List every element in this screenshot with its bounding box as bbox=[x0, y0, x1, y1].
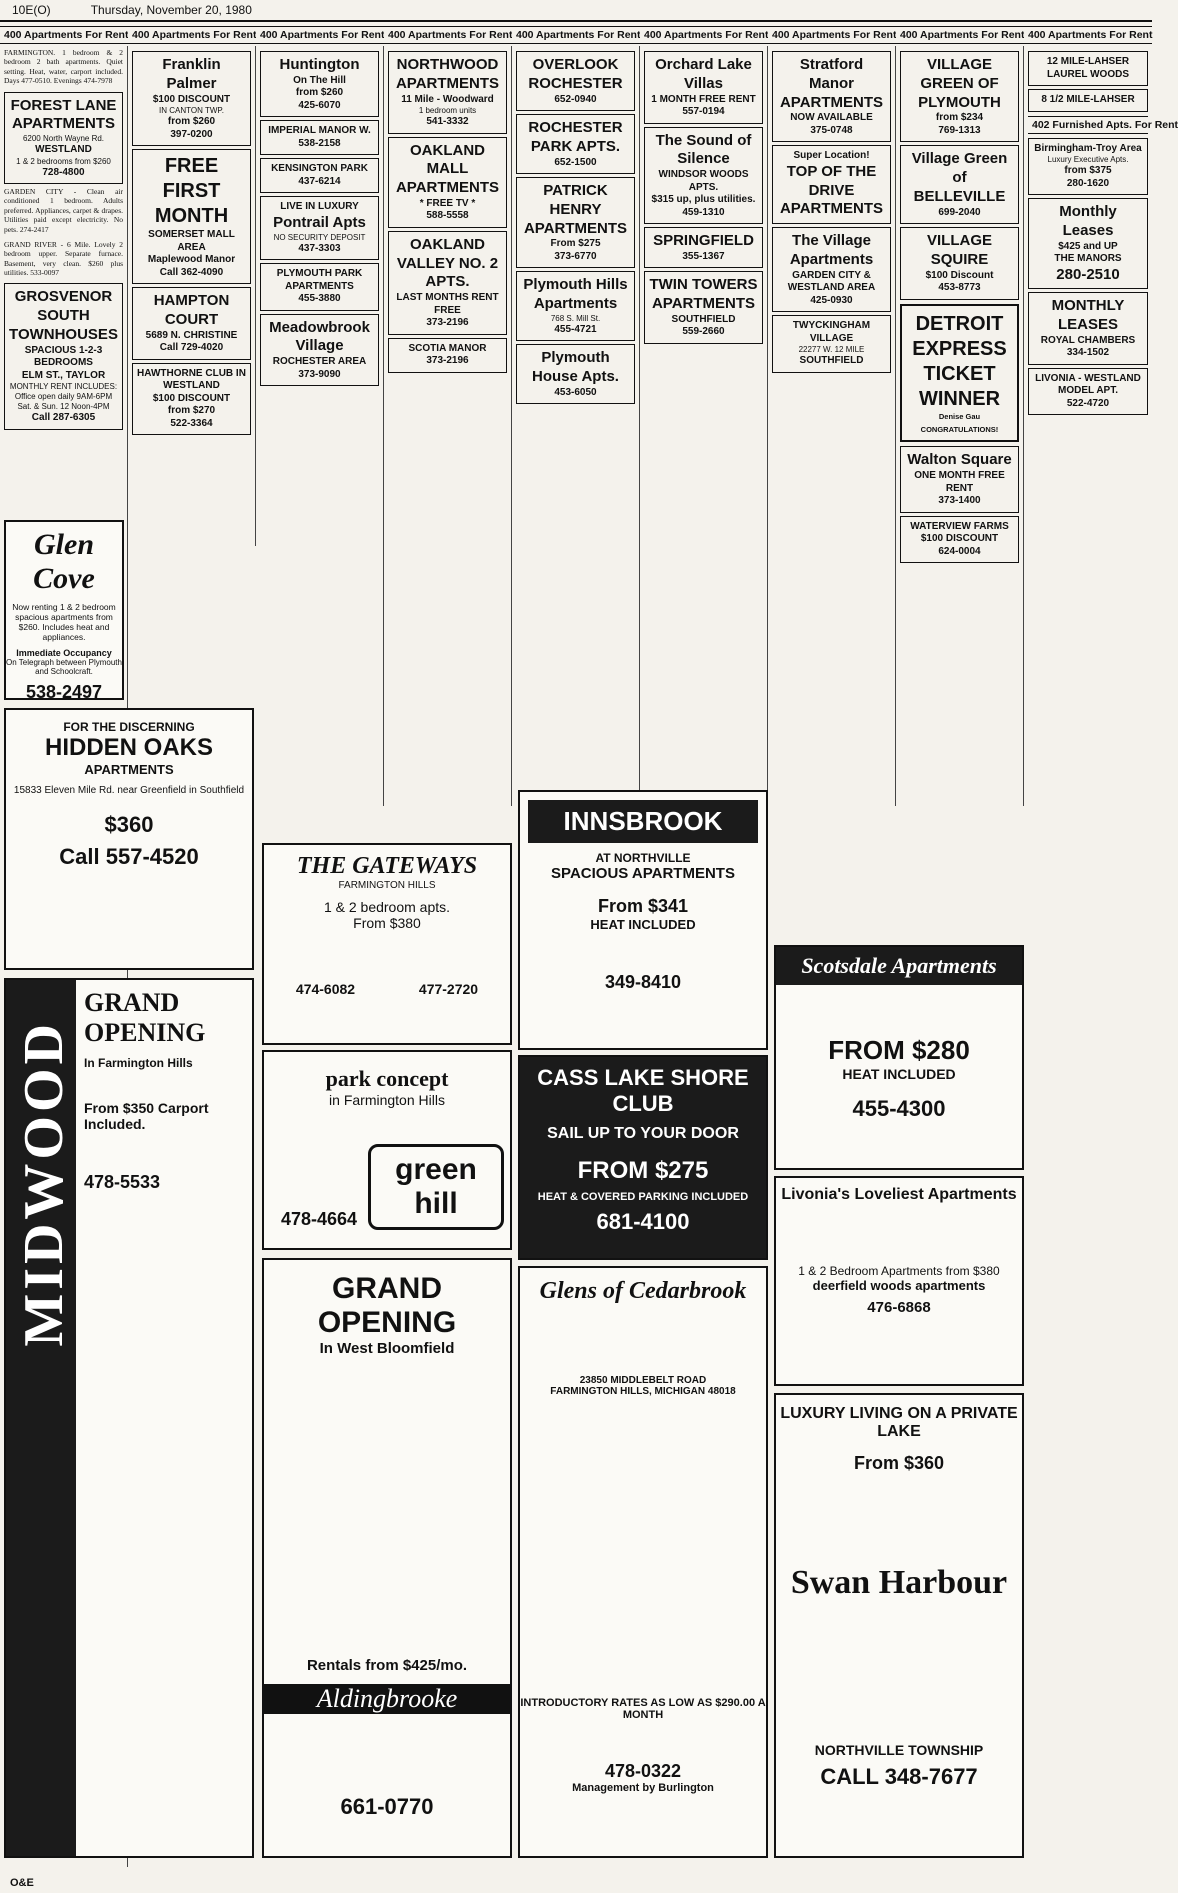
monthly-leases-ad: Monthly Leases $425 and UP THE MANORS 280-2510 bbox=[1028, 198, 1148, 289]
classified-ad: GARDEN CITY - Clean air conditioned 1 bedroom. Adults preferred. Appliances, carpet & drapes. Utilities paid except electricity. No pets. 274-2417 bbox=[4, 187, 123, 234]
section-header: 400 Apartments For Rent bbox=[128, 26, 256, 44]
section-header: 400 Apartments For Rent bbox=[768, 26, 896, 44]
section-header: 400 Apartments For Rent bbox=[640, 26, 768, 44]
footer-mark: O&E bbox=[10, 1877, 34, 1889]
gateways-phone-1: 474-6082 bbox=[295, 981, 356, 997]
section-header: 400 Apartments For Rent bbox=[1024, 26, 1152, 44]
the-village-ad: The Village Apartments GARDEN CITY & WESTLAND AREA 425-0930 bbox=[772, 227, 891, 312]
gateways-ad: THE GATEWAYS FARMINGTON HILLS 1 & 2 bedroom apts. From $380 474-6082 477-2720 bbox=[262, 843, 512, 1045]
top-of-drive-ad: Super Location! TOP OF THE DRIVE APARTMENTS bbox=[772, 145, 891, 224]
twyckingham-ad: TWYCKINGHAM VILLAGE 22277 W. 12 MILE SOUTHFIELD bbox=[772, 315, 891, 373]
midwood-vertical-banner: MIDWOOD bbox=[6, 980, 76, 1856]
column-5 bbox=[512, 46, 640, 806]
page-number: 10E(O) bbox=[12, 3, 51, 17]
column-4 bbox=[384, 46, 512, 806]
column-6 bbox=[640, 46, 768, 806]
innsbrook-ad: INNSBROOK AT NORTHVILLE SPACIOUS APARTMENTS From $341 HEAT INCLUDED 349-8410 bbox=[518, 790, 768, 1050]
swan-harbour-ad: LUXURY LIVING ON A PRIVATE LAKE From $360 Swan Harbour NORTHVILLE TOWNSHIP CALL 348-7677 bbox=[774, 1393, 1024, 1858]
stratford-manor-ad: Stratford Manor APARTMENTS NOW AVAILABLE 375-0748 bbox=[772, 51, 891, 142]
huntington-ad: Huntington On The Hill from $260 425-6070 bbox=[260, 51, 379, 117]
green-hill-ad: park concept in Farmington Hills 478-4664 green hill bbox=[262, 1050, 512, 1250]
column-2 bbox=[128, 46, 256, 546]
franklin-palmer-ad: Franklin Palmer $100 DISCOUNT IN CANTON TWP. from $260 397-0200 bbox=[132, 51, 251, 146]
birmingham-troy-ad: Birmingham-Troy Area Luxury Executive Apts. from $375 280-1620 bbox=[1028, 138, 1148, 196]
livonia-loveliest-ad: Livonia's Loveliest Apartments 1 & 2 Bedroom Apartments from $380 deerfield woods apartments 476-6868 bbox=[774, 1176, 1024, 1386]
hawthorne-ad: HAWTHORNE CLUB IN WESTLAND $100 DISCOUNT from $270 522-3364 bbox=[132, 363, 251, 436]
oakland-mall-ad: OAKLAND MALL APARTMENTS * FREE TV * 588-5558 bbox=[388, 137, 507, 228]
section-header: 400 Apartments For Rent bbox=[896, 26, 1024, 44]
overlook-ad: OVERLOOK ROCHESTER 652-0940 bbox=[516, 51, 635, 111]
lahser-ad: 8 1/2 MILE-LAHSER bbox=[1028, 89, 1148, 112]
gateways-phone-2: 477-2720 bbox=[418, 981, 479, 997]
classified-ad: FARMINGTON. 1 bedroom & 2 bedroom 2 bath apartments. Quiet setting. Heat, water, carport included. Days 477-0510. Evenings 474-7978 bbox=[4, 48, 123, 86]
column-3 bbox=[256, 46, 384, 806]
meadowbrook-ad: Meadowbrook Village ROCHESTER AREA 373-9090 bbox=[260, 314, 379, 387]
forest-lane-ad: FOREST LANE APARTMENTS 6200 North Wayne Rd. WESTLAND 1 & 2 bedrooms from $260 728-4800 bbox=[4, 92, 123, 185]
scotsdale-ad: Scotsdale Apartments FROM $280 HEAT INCLUDED 455-4300 bbox=[774, 945, 1024, 1170]
rochester-park-ad: ROCHESTER PARK APTS. 652-1500 bbox=[516, 114, 635, 174]
walton-square-ad: Walton Square ONE MONTH FREE RENT 373-1400 bbox=[900, 446, 1019, 512]
cass-lake-ad: CASS LAKE SHORE CLUB SAIL UP TO YOUR DOOR FROM $275 HEAT & COVERED PARKING INCLUDED 681-4100 bbox=[518, 1055, 768, 1260]
hidden-oaks-ad: FOR THE DISCERNING HIDDEN OAKS APARTMENTS 15833 Eleven Mile Rd. near Greenfield in Southfield $360 Call 557-4520 bbox=[4, 708, 254, 970]
plymouth-park-ad: PLYMOUTH PARK APARTMENTS 455-3880 bbox=[260, 263, 379, 311]
sound-of-silence-ad: The Sound of Silence WINDSOR WOODS APTS. $315 up, plus utilities. 459-1310 bbox=[644, 127, 763, 225]
orchard-lake-ad: Orchard Lake Villas 1 MONTH FREE RENT 557-0194 bbox=[644, 51, 763, 124]
midwood-ad: MIDWOOD GRAND OPENING In Farmington Hills From $350 Carport Included. 478-5533 bbox=[4, 978, 254, 1858]
imperial-manor-ad: IMPERIAL MANOR W. 538-2158 bbox=[260, 120, 379, 155]
grand-opening-west-bloomfield-ad: GRAND OPENING In West Bloomfield Rentals from $425/mo. Aldingbrooke 661-0770 bbox=[262, 1258, 512, 1858]
livonia-westland-ad: LIVONIA - WESTLAND MODEL APT. 522-4720 bbox=[1028, 368, 1148, 416]
kensington-ad: KENSINGTON PARK 437-6214 bbox=[260, 158, 379, 193]
waterview-ad: WATERVIEW FARMS $100 DISCOUNT 624-0004 bbox=[900, 516, 1019, 564]
issue-date: Thursday, November 20, 1980 bbox=[90, 3, 252, 17]
royal-chambers-ad: MONTHLY LEASES ROYAL CHAMBERS 334-1502 bbox=[1028, 292, 1148, 365]
laurel-woods-ad: 12 MILE-LAHSER LAUREL WOODS bbox=[1028, 51, 1148, 86]
oakland-valley-ad: OAKLAND VALLEY NO. 2 APTS. LAST MONTHS RENT FREE 373-2196 bbox=[388, 231, 507, 335]
village-green-belleville-ad: Village Green of BELLEVILLE 699-2040 bbox=[900, 145, 1019, 224]
free-month-ad: FREE FIRST MONTH SOMERSET MALL AREA Maplewood Manor Call 362-4090 bbox=[132, 149, 251, 284]
section-header: 400 Apartments For Rent bbox=[256, 26, 384, 44]
classified-ad: GRAND RIVER - 6 Mile. Lovely 2 bedroom upper. Separate furnace. Basement, very clean. $260 plus utilities. 533-0097 bbox=[4, 239, 123, 277]
springfield-ad: SPRINGFIELD 355-1367 bbox=[644, 227, 763, 268]
glens-of-cedarbrook-ad: Glens of Cedarbrook 23850 MIDDLEBELT ROAD FARMINGTON HILLS, MICHIGAN 48018 INTRODUCTORY RATES AS LOW AS $290.00 A MONTH 478-0322 Management by Burlington bbox=[518, 1266, 768, 1858]
hampton-court-ad: HAMPTON COURT 5689 N. CHRISTINE Call 729-4020 bbox=[132, 287, 251, 360]
pontrail-ad: LIVE IN LUXURY Pontrail Apts NO SECURITY DEPOSIT 437-3303 bbox=[260, 196, 379, 260]
scotia-manor-ad: SCOTIA MANOR 373-2196 bbox=[388, 338, 507, 373]
section-header: 400 Apartments For Rent bbox=[0, 26, 128, 44]
grosvenor-ad: GROSVENOR SOUTH TOWNHOUSES SPACIOUS 1-2-3 BEDROOMS ELM ST., TAYLOR MONTHLY RENT INCLUDES: Office open daily 9AM-6PM Sat. & Sun. 12 Noon-4PM Call 287-6305 bbox=[4, 283, 123, 429]
plymouth-house-ad: Plymouth House Apts. 453-6050 bbox=[516, 344, 635, 404]
plymouth-hills-ad: Plymouth Hills Apartments 768 S. Mill St. 455-4721 bbox=[516, 271, 635, 341]
glen-cove-ad: Glen Cove Now renting 1 & 2 bedroom spacious apartments from $260. Includes heat and appliances. Immediate Occupancy On Telegraph between Plymouth and Schoolcraft. 538-2497 bbox=[4, 520, 124, 700]
column-7 bbox=[768, 46, 896, 806]
twin-towers-ad: TWIN TOWERS APARTMENTS SOUTHFIELD 559-2660 bbox=[644, 271, 763, 344]
section-header: 400 Apartments For Rent bbox=[384, 26, 512, 44]
village-green-plymouth-ad: VILLAGE GREEN OF PLYMOUTH from $234 769-1313 bbox=[900, 51, 1019, 142]
furnished-header: 402 Furnished Apts. For Rent bbox=[1028, 116, 1148, 134]
column-8 bbox=[896, 46, 1024, 806]
patrick-henry-ad: PATRICK HENRY APARTMENTS From $275 373-6770 bbox=[516, 177, 635, 268]
section-header: 400 Apartments For Rent bbox=[512, 26, 640, 44]
village-squire-ad: VILLAGE SQUIRE $100 Discount 453-8773 bbox=[900, 227, 1019, 300]
green-hill-logo: green hill bbox=[368, 1144, 504, 1230]
ticket-winner-box: DETROIT EXPRESS TICKET WINNER Denise Gau CONGRATULATIONS! bbox=[900, 304, 1019, 443]
masthead bbox=[0, 0, 1152, 22]
column-9 bbox=[1024, 46, 1178, 1867]
northwood-ad: NORTHWOOD APARTMENTS 11 Mile - Woodward 1 bedroom units 541-3332 bbox=[388, 51, 507, 134]
